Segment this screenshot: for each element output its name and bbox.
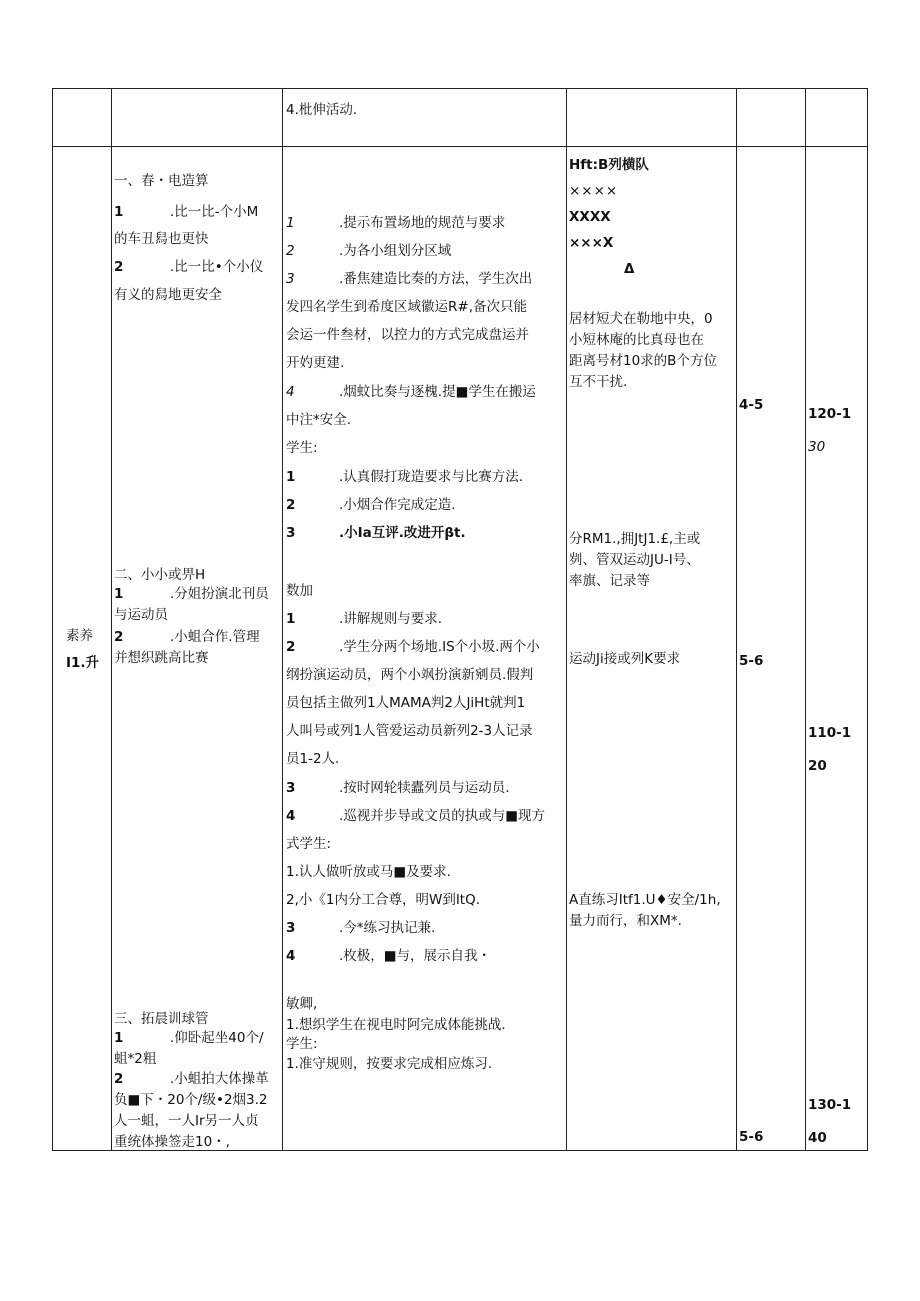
teacher-item-text: .番焦建造比奏的方法，学生次出 xyxy=(339,271,533,287)
student-item-num: 3 xyxy=(286,525,296,541)
teacher-item-text: .提示布置场地的规范与要求 xyxy=(339,215,506,231)
teacher2-item-text: .讲解规则与要求. xyxy=(339,611,443,627)
sec3-item-text: .仰卧起坐40个/ xyxy=(170,1030,264,1046)
formation-row: ×××× xyxy=(569,183,619,199)
heart-rate-range: 110-1 xyxy=(808,725,852,741)
col-border-right xyxy=(867,88,868,1151)
heart-rate-range-cont: 30 xyxy=(808,439,826,455)
sec1-item-cont: 有义的舄地更安全 xyxy=(114,287,222,303)
sec3-tail: 重统体操签走10・, xyxy=(114,1134,230,1150)
sec2-title: 二、小小或畀H xyxy=(114,567,206,583)
sec2-item-cont: 与运动员 xyxy=(114,607,168,623)
teacher3-item-text: .按时网轮犊蠹列员与运动员. xyxy=(339,780,510,796)
sec1-item-num: 1 xyxy=(114,204,124,220)
formation-title: Hft:B列横队 xyxy=(569,157,649,173)
student2-item-text: .枚极，■与，展示自我・ xyxy=(339,948,492,964)
student2-item-num: 3 xyxy=(286,920,296,936)
section-label: 素养 xyxy=(66,628,93,644)
sec3-tail: 人一蛆，一人Ir另一人贞 xyxy=(114,1113,259,1129)
student-item-text: .认真假打珑造要求与比赛方法. xyxy=(339,469,524,485)
col-border-left xyxy=(52,88,53,1151)
sec3-item-num: 1 xyxy=(114,1030,124,1046)
section-label-2: I1.升 xyxy=(66,655,100,671)
formation-row: XXXX xyxy=(569,209,611,225)
sec1-item-text: .比一比•个小仪 xyxy=(170,259,264,275)
col-border-2 xyxy=(282,88,283,1151)
note1-line: 互不干扰. xyxy=(569,374,628,390)
sec2-item-text: .分姐扮演北刊员 xyxy=(170,586,269,602)
note1-line: 居材短犬在勒地中央，0 xyxy=(569,311,713,327)
sec2-item-cont: 并想织跳高比赛 xyxy=(114,650,209,666)
teacher-item-cont: 中注*安全. xyxy=(286,412,352,428)
teacher3-item-num: 4 xyxy=(286,808,296,824)
student3-label: 学生: xyxy=(286,1036,318,1052)
student2-line: 1.认人做听放或马■及要求. xyxy=(286,864,451,880)
sec3-title: 三、拓晨训球管 xyxy=(114,1011,209,1027)
teacher2-item-num: 2 xyxy=(286,639,296,655)
col-border-4 xyxy=(736,88,737,1151)
teacher-item-text: .烟蚊比奏与逐槐.提■学生在搬运 xyxy=(339,384,536,400)
formation-row: ×××X xyxy=(569,235,614,251)
sec2-item-num: 1 xyxy=(114,586,124,602)
teacher2-item-num: 1 xyxy=(286,611,296,627)
student2-line: 2,小《1内分工合尊，明W到ItQ. xyxy=(286,892,481,908)
note3-line: 运动Ji接或列K要求 xyxy=(569,651,681,667)
student-item-num: 2 xyxy=(286,497,296,513)
student2-item-num: 4 xyxy=(286,948,296,964)
teacher-item-text: .为各小组划分区域 xyxy=(339,243,452,259)
student3-line: 1.准守规则，按要求完成相应炼习. xyxy=(286,1056,493,1072)
heart-rate-range: 120-1 xyxy=(808,406,852,422)
teacher-position-symbol: Δ xyxy=(624,261,635,277)
heart-rate-range-cont: 20 xyxy=(808,758,827,774)
student-item-text: .小Ia互评.改进开βt. xyxy=(339,525,466,541)
note1-line: 小短林庵的比真母也在 xyxy=(569,332,704,348)
col-border-3 xyxy=(566,88,567,1151)
group-count: 5-6 xyxy=(739,1129,764,1145)
note4-line: 量力而行，和XM*. xyxy=(569,913,682,929)
teacher3-item-text: .巡视并步导或文员的执或与■现方 xyxy=(339,808,546,824)
note4-line: A直练习Itf1.U♦安全/1h, xyxy=(569,892,721,908)
row-divider xyxy=(52,146,868,147)
heart-rate-range: 130-1 xyxy=(808,1097,852,1113)
teacher-item-num: 3 xyxy=(286,271,295,287)
teacher2-item-text: .学生分两个场地.IS个小圾.两个小 xyxy=(339,639,540,655)
sec3-item-num: 2 xyxy=(114,1071,124,1087)
heart-rate-range-cont: 40 xyxy=(808,1130,827,1146)
student2-item-text: .今*练习执记兼. xyxy=(339,920,436,936)
teacher2-para: 纲扮演运动员，两个小飒扮演新剜员.假判 xyxy=(286,667,534,683)
sec2-item-num: 2 xyxy=(114,629,124,645)
teacher2-para: 员包括主做列1人MAMA判2人JiHt就判1 xyxy=(286,695,526,711)
teacher3-line: 1.想织学生在视电时阿完成体能挑战. xyxy=(286,1017,506,1033)
sec2-item-text: .小蛆合作.管理 xyxy=(170,629,260,645)
note2-line: 刿、管双运动JU-I号、 xyxy=(569,552,700,568)
student-item-text: .小烟合作完成定造. xyxy=(339,497,456,513)
sec1-item-text: .比一比-个小M xyxy=(170,204,259,220)
table-top-border xyxy=(52,88,868,89)
student2-label: 式学生: xyxy=(286,836,332,852)
teacher-item-num: 2 xyxy=(286,243,295,259)
sec3-item-cont: 蛆*2粗 xyxy=(114,1051,157,1067)
row1-activity: 4.枇伸活动. xyxy=(286,102,358,118)
teacher-para: 开妁更建. xyxy=(286,355,345,371)
teacher-para: 发四名学生到希度区域徽运R#,备次只能 xyxy=(286,299,527,315)
student-label: 学生: xyxy=(286,440,318,456)
teacher2-para: 人叫号或列1人管爱运动员新列2-3人记录 xyxy=(286,723,533,739)
note1-line: 距离号材10求的B个方位 xyxy=(569,353,717,369)
teacher3-item-num: 3 xyxy=(286,780,296,796)
col-border-5 xyxy=(805,88,806,1151)
group-count: 4-5 xyxy=(739,397,764,413)
teacher2-label: 数加 xyxy=(286,583,313,599)
teacher-para: 会运一件叁材，以控力的方式完成盘运并 xyxy=(286,327,529,343)
student-item-num: 1 xyxy=(286,469,296,485)
teacher-item-num: 1 xyxy=(286,215,295,231)
note2-line: 率旗、记录等 xyxy=(569,573,650,589)
sec3-item-cont: 负■下・20个/级•2烟3.2 xyxy=(114,1092,268,1108)
teacher2-para: 员1-2人. xyxy=(286,751,340,767)
col-border-1 xyxy=(111,88,112,1151)
sec1-item-num: 2 xyxy=(114,259,124,275)
note2-line: 分RM1.,拥JtJ1.£,主或 xyxy=(569,531,701,547)
group-count: 5-6 xyxy=(739,653,764,669)
sec3-item-text: .小蛆拍大体操革 xyxy=(170,1071,269,1087)
teacher3-label: 敏卿, xyxy=(286,996,318,1012)
sec1-item-cont: 的车丑舄也更快 xyxy=(114,231,209,247)
sec1-title: 一、春・电造算 xyxy=(114,173,209,189)
teacher-item-num: 4 xyxy=(286,384,295,400)
